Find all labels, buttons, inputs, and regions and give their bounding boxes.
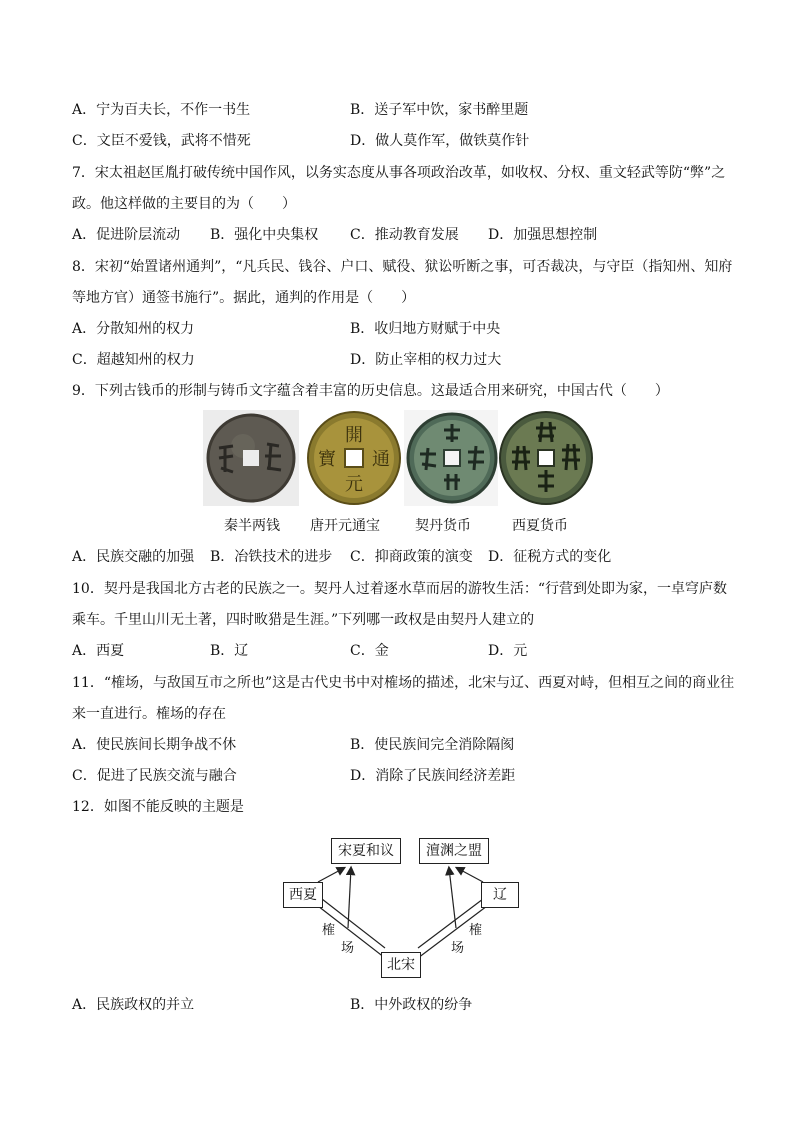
caption-western-xia: 西夏货币 — [512, 518, 568, 534]
q6-option-a: A．宁为百夫长，不作一书生 — [72, 102, 251, 118]
q11-option-b: B．使民族间完全消除隔阂 — [350, 737, 515, 753]
q7-stem-line-2: 政。他这样做的主要目的为（ ） — [72, 196, 296, 212]
q11-stem-line-2: 来一直进行。榷场的存在 — [72, 706, 226, 722]
q7-stem-line-1: 7．宋太祖赵匡胤打破传统中国作风，以务实态度从事各项政治改革，如收权、分权、重文轻武等防“弊”之 — [72, 165, 726, 181]
svg-text:元: 元 — [345, 474, 363, 495]
q10-option-d: D．元 — [488, 643, 528, 659]
q12-option-a: A．民族政权的并立 — [72, 997, 195, 1013]
q11-option-a: A．使民族间长期争战不休 — [72, 737, 237, 753]
q6-option-b: B．送子军中饮，家书醉里题 — [350, 102, 529, 118]
q8-option-b: B．收归地方财赋于中央 — [350, 321, 501, 337]
q11-option-d: D．消除了民族间经济差距 — [350, 768, 516, 784]
q9-stem: 9．下列古钱币的形制与铸币文字蕴含着丰富的历史信息。这最适合用来研究，中国古代（ ） — [72, 383, 669, 399]
q8-stem-line-2: 等地方官）通签书施行”。据此，通判的作用是（ ） — [72, 290, 416, 306]
svg-text:寶: 寶 — [318, 449, 336, 470]
q7-option-a: A．促进阶层流动 — [72, 227, 181, 243]
q8-option-c: C．超越知州的权力 — [72, 352, 195, 368]
q10-option-b: B．辽 — [210, 643, 249, 659]
caption-qin-banliang: 秦半两钱 — [224, 518, 280, 534]
caption-khitan: 契丹货币 — [415, 518, 471, 534]
q12-stem: 12．如图不能反映的主题是 — [72, 799, 244, 815]
box-western-xia: 西夏 — [283, 882, 323, 908]
q10-stem-line-1: 10．契丹是我国北方古老的民族之一。契丹人过着逐水草而居的游牧生活：“行营到处即为家，一卓穹庐数 — [72, 581, 727, 597]
box-liao: 辽 — [481, 882, 519, 908]
box-song-xia-peace: 宋夏和议 — [331, 838, 401, 864]
q9-option-c: C．抑商政策的演变 — [350, 549, 473, 565]
q7-option-c: C．推动教育发展 — [350, 227, 459, 243]
box-northern-song: 北宋 — [381, 952, 421, 978]
q10-stem-line-2: 乘车。千里山川无土著，四时畋猎是生涯。”下列哪一政权是由契丹人建立的 — [72, 612, 535, 628]
q8-option-a: A．分散知州的权力 — [72, 321, 195, 337]
box-chanyuan-treaty: 澶渊之盟 — [419, 838, 489, 864]
q7-option-d: D．加强思想控制 — [488, 227, 598, 243]
arrow-liao-to-chanyuan — [457, 868, 483, 882]
svg-text:開: 開 — [345, 425, 363, 446]
q10-option-a: A．西夏 — [72, 643, 125, 659]
svg-text:通: 通 — [372, 449, 390, 470]
right-label-chang: 场 — [451, 941, 465, 956]
q9-option-a: A．民族交融的加强 — [72, 549, 195, 565]
q7-option-b: B．强化中央集权 — [210, 227, 319, 243]
q8-option-d: D．防止宰相的权力过大 — [350, 352, 502, 368]
q8-stem-line-1: 8．宋初“始置诸州通判”，“凡兵民、钱谷、户口、赋役、狱讼听断之事，可否裁决，与守臣（指知州、知府 — [72, 259, 733, 275]
q12-option-b: B．中外政权的纷争 — [350, 997, 473, 1013]
q6-option-c: C．文臣不爱钱，武将不惜死 — [72, 133, 251, 149]
q11-stem-line-1: 11．“榷场，与敌国互市之所也”这是古代史书中对榷场的描述，北宋与辽、西夏对峙，但相互之间的商业往 — [72, 675, 735, 691]
q9-option-d: D．征税方式的变化 — [488, 549, 612, 565]
q6-option-d: D．做人莫作军，做铁莫作针 — [350, 133, 530, 149]
q10-option-c: C．金 — [350, 643, 389, 659]
right-label-que: 榷 — [469, 923, 483, 938]
caption-tang-kaiyuan: 唐开元通宝 — [310, 518, 380, 534]
arrow-xixia-to-peace — [318, 868, 344, 882]
q9-option-b: B．冶铁技术的进步 — [210, 549, 333, 565]
arrow-to-song-xia-peace — [348, 868, 351, 928]
left-label-chang: 场 — [341, 941, 355, 956]
q11-option-c: C．促进了民族交流与融合 — [72, 768, 237, 784]
left-label-que: 榷 — [322, 923, 336, 938]
arrow-to-chanyuan — [449, 868, 456, 928]
